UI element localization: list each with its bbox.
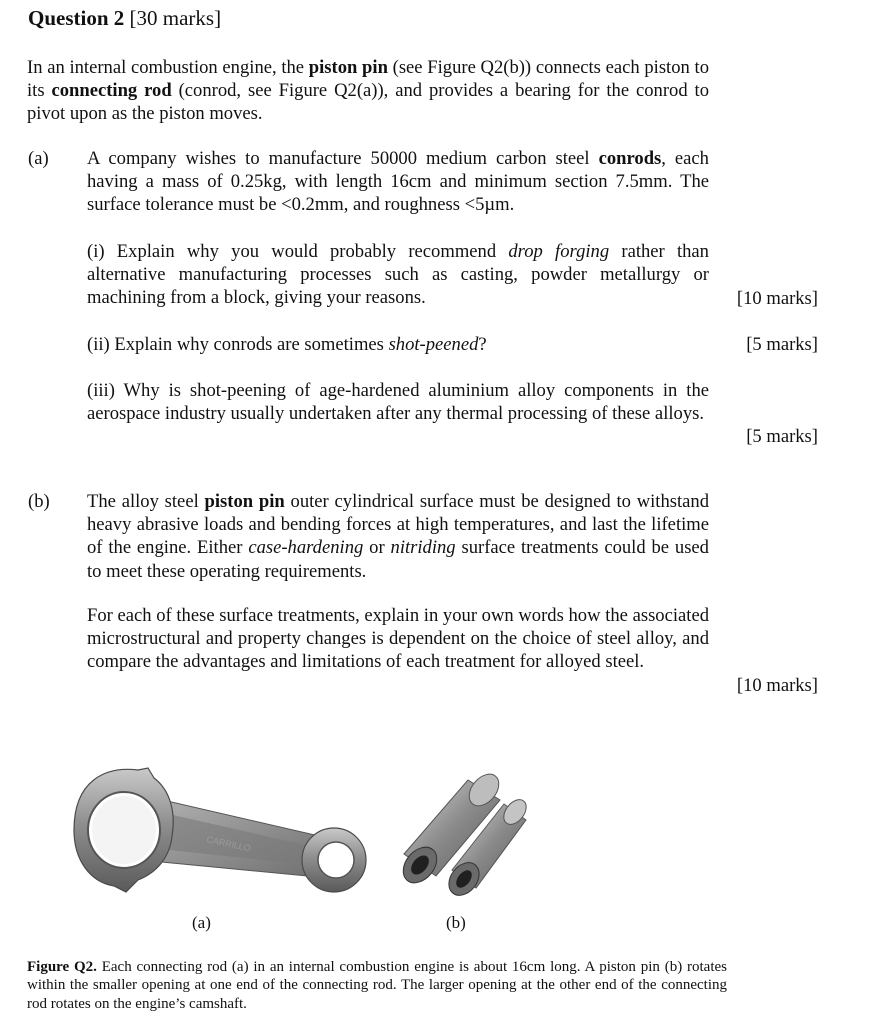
- intro-text-2: (see Figure Q2(b)) connects each piston to its: [27, 57, 709, 102]
- piston-pins-image: [396, 766, 530, 896]
- part-b-text-2: outer cylindrical surface must be designed to withstand heavy abrasive loads and bending forces at high temperatures, and last the lifetime of the engine. Either: [87, 491, 709, 559]
- caption-bold: Figure Q2.: [27, 959, 97, 975]
- part-a-ii-paragraph: [87, 333, 709, 356]
- connecting-rod-image: [66, 760, 372, 910]
- part-a-text-2: , each having a mass of 0.25kg, with length 16cm and minimum section 7.5mm. The surface tolerance must be <0.2mm, and roughness <5µm.: [87, 148, 709, 216]
- part-a-i-emphasis: drop forging: [508, 241, 610, 262]
- caption-text: Each connecting rod (a) in an internal combustion engine is about 16cm long. A piston pin (b) rotates within the smaller opening at one end of the connecting rod. The larger opening at the other end of the connecting rod rotates on the engine’s camshaft.: [27, 959, 727, 1012]
- question-heading: [28, 6, 221, 31]
- intro-text-1: In an internal combustion engine, the: [27, 57, 309, 78]
- part-b-text-4: surface treatments could be used to meet these operating requirements.: [87, 537, 709, 582]
- part-a-ii-text-1: (ii) Explain why conrods are sometimes: [87, 334, 389, 355]
- part-a-i-text-1: (i) Explain why you would probably recommend: [87, 241, 509, 262]
- question-marks: [30 marks]: [129, 6, 222, 30]
- part-b-paragraph: [87, 490, 709, 583]
- part-b-bold-piston-pin: piston pin: [204, 491, 285, 512]
- figure-label-b: (b): [446, 913, 466, 932]
- intro-bold-connecting-rod: connecting rod: [51, 80, 172, 102]
- part-b-text-3: or: [363, 537, 391, 559]
- part-b-label: (b): [28, 491, 50, 512]
- question-title: Question 2: [28, 6, 125, 30]
- part-a-i-text-2: rather than alternative manufacturing processes such as casting, powder metallurgy or machining from a block, giving your reasons.: [87, 241, 709, 309]
- intro-bold-piston-pin: piston pin: [308, 57, 388, 78]
- figure-caption: [27, 958, 727, 1013]
- part-a-ii-emphasis: shot-peened: [388, 334, 479, 355]
- part-b-emphasis-case-hardening: case-hardening: [248, 537, 364, 559]
- part-a-iii-paragraph: (iii) Why is shot-peening of age-hardened aluminium alloy components in the aerospace industry usually undertaken after any thermal processing of these alloys.: [87, 380, 709, 425]
- part-a-bold-conrods: conrods: [598, 148, 662, 169]
- part-a-ii-text-2: ?: [478, 334, 487, 355]
- part-b-marks: [10 marks]: [736, 675, 818, 696]
- part-b-emphasis-nitriding: nitriding: [390, 537, 456, 559]
- part-a-iii-marks: [5 marks]: [746, 426, 818, 447]
- part-a-text-1: A company wishes to manufacture 50000 medium carbon steel: [87, 148, 599, 169]
- part-b-paragraph-2: For each of these surface treatments, explain in your own words how the associated microstructural and property changes is dependent on the choice of steel alloy, and compare the advantages and limitations of each treatment for alloyed steel.: [87, 605, 709, 673]
- part-a-paragraph: [87, 147, 709, 217]
- part-a-label: (a): [28, 148, 49, 169]
- intro-text-3: (conrod, see Figure Q2(a)), and provides a bearing for the conrod to pivot upon as the piston moves.: [27, 80, 709, 125]
- figure-label-a: (a): [192, 913, 211, 932]
- part-a-i-paragraph: [87, 240, 709, 310]
- part-b-text-1: The alloy steel: [87, 491, 205, 512]
- intro-paragraph: [27, 56, 709, 126]
- part-a-i-marks: [10 marks]: [736, 288, 818, 309]
- part-a-ii-marks: [5 marks]: [746, 334, 818, 355]
- rod-engraving: CARRILLO: [205, 834, 252, 854]
